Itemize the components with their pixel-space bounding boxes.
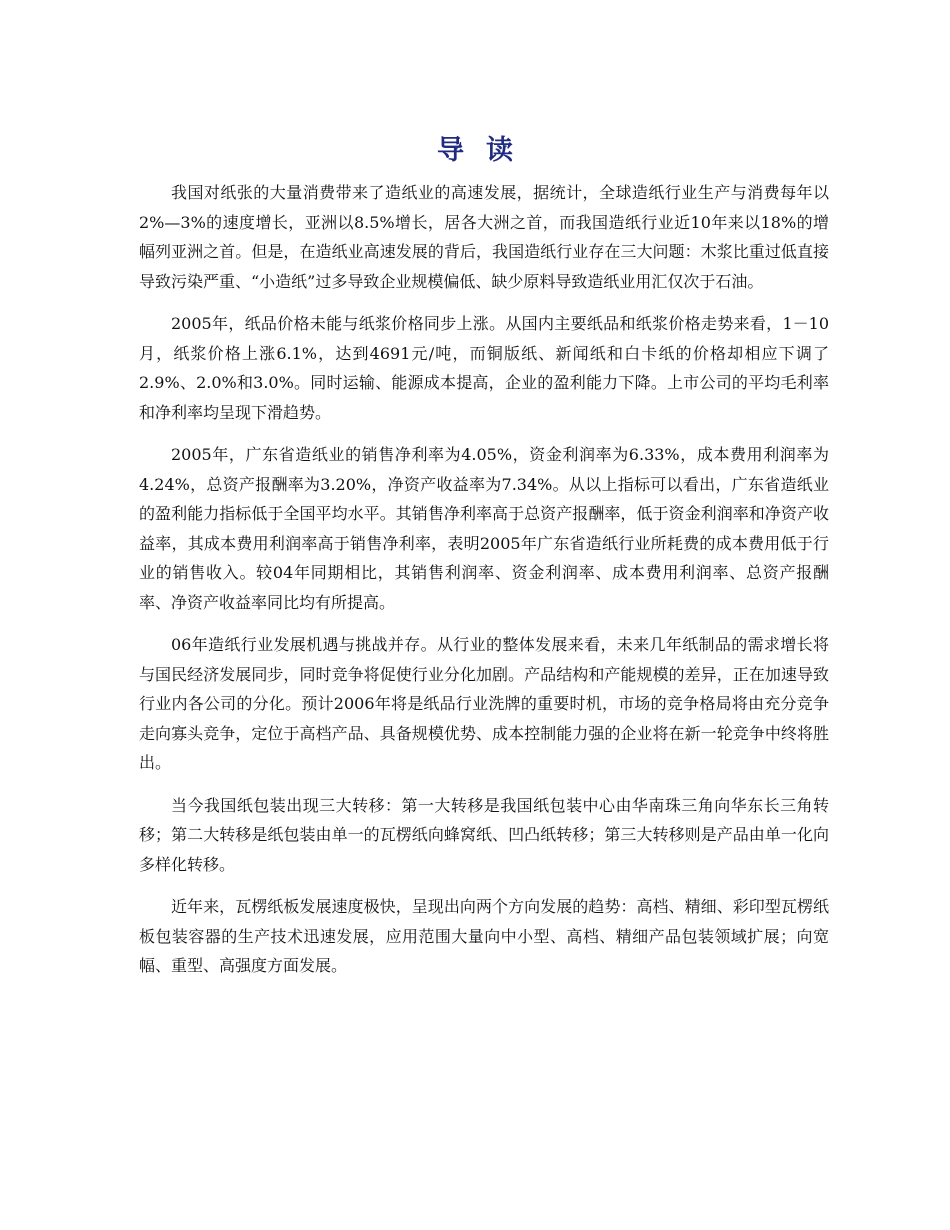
paragraph-3: 2005年，广东省造纸业的销售净利率为4.05%，资金利润率为6.33%，成本费用利润率为4.24%，总资产报酬率为3.20%，净资产收益率为7.34%。从以上指标可以看出，广东省造纸业的盈利能力指标低于全国平均水平。其销售净利率高于总资产报酬率，低于资金利润率和净资产收益率，其成本费用利润率高于销售净利率，表明2005年广东省造纸行业所耗费的成本费用低于行业的销售收入。较04年同期相比，其销售利润率、资金利润率、成本费用利润率、总资产报酬率、净资产收益率同比均有所提高。 — [139, 445, 829, 612]
page-title: 导读 — [437, 135, 535, 166]
paragraph-1: 我国对纸张的大量消费带来了造纸业的高速发展，据统计，全球造纸行业生产与消费每年以2%—3%的速度增长，亚洲以8.5%增长，居各大洲之首，而我国造纸行业近10年来以18%的增幅列亚洲之首。但是，在造纸业高速发展的背后，我国造纸行业存在三大问题：木浆比重过低直接导致污染严重、“小造纸”过多导致企业规模偏低、缺少原料导致造纸业用汇仅次于石油。 — [139, 183, 829, 291]
document-body — [139, 178, 829, 994]
paragraph-4: 06年造纸行业发展机遇与挑战并存。从行业的整体发展来看，未来几年纸制品的需求增长将与国民经济发展同步，同时竞争将促使行业分化加剧。产品结构和产能规模的差异，正在加速导致行业内各公司的分化。预计2006年将是纸品行业洗牌的重要时机，市场的竞争格局将由充分竞争走向寡头竞争，定位于高档产品、具备规模优势、成本控制能力强的企业将在新一轮竞争中终将胜出。 — [139, 635, 829, 772]
paragraph-2: 2005年，纸品价格未能与纸浆价格同步上涨。从国内主要纸品和纸浆价格走势来看，1－10月，纸浆价格上涨6.1%，达到4691元/吨，而铜版纸、新闻纸和白卡纸的价格却相应下调了2.9%、2.0%和3.0%。同时运输、能源成本提高，企业的盈利能力下降。上市公司的平均毛利率和净利率均呈现下滑趋势。 — [139, 314, 829, 422]
paragraph-5: 当今我国纸包装出现三大转移：第一大转移是我国纸包装中心由华南珠三角向华东长三角转移；第二大转移是纸包装由单一的瓦楞纸向蜂窝纸、凹凸纸转移；第三大转移则是产品由单一化向多样化转移。 — [139, 795, 829, 874]
paragraph-6: 近年来，瓦楞纸板发展速度极快，呈现出向两个方向发展的趋势：高档、精细、彩印型瓦楞纸板包装容器的生产技术迅速发展，应用范围大量向中小型、高档、精细产品包装领域扩展；向宽幅、重型、高强度方面发展。 — [139, 897, 829, 975]
